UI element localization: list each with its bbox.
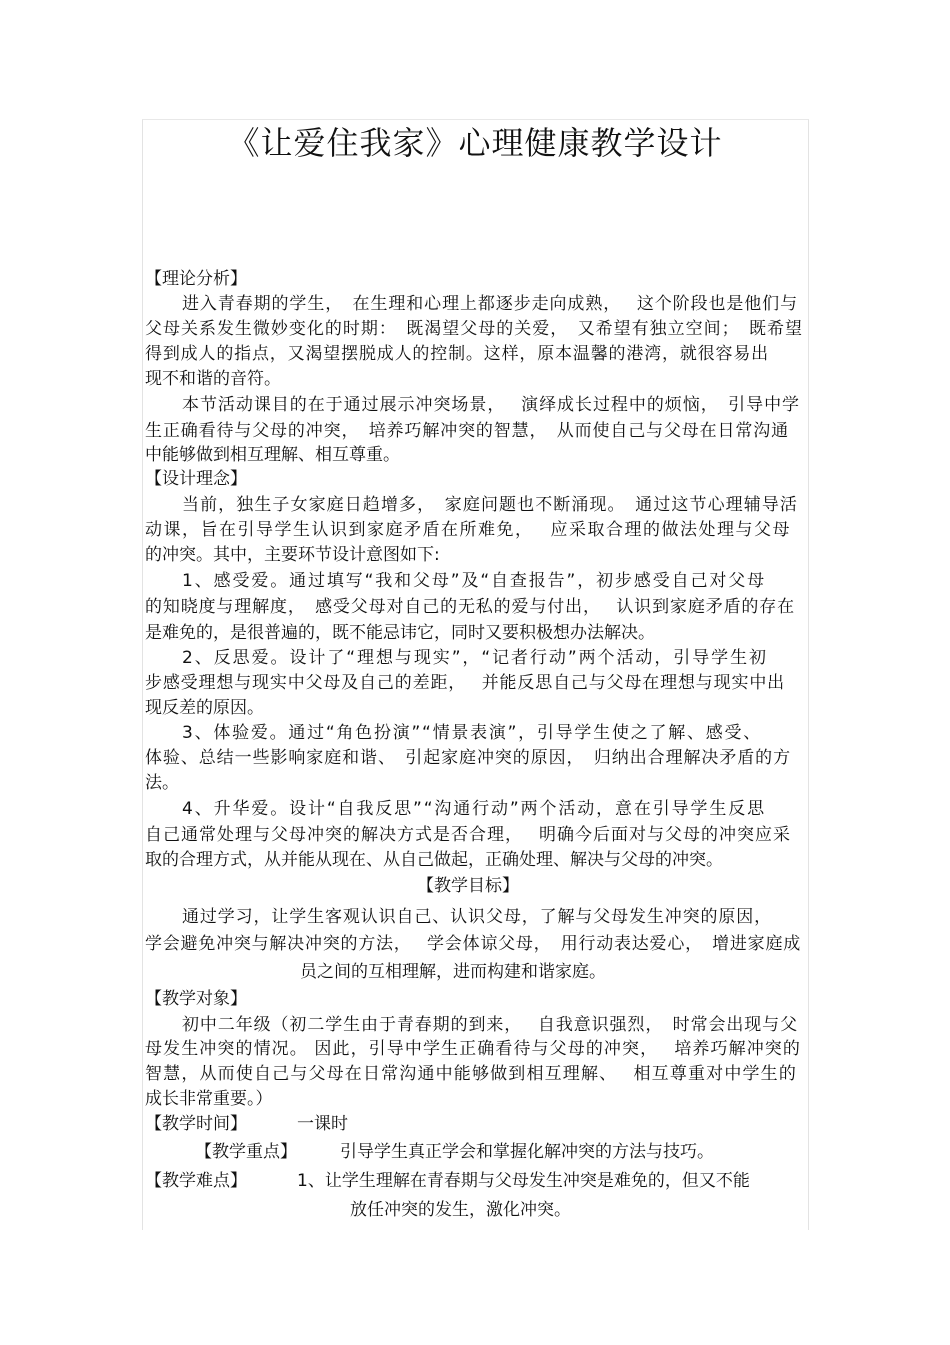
text-line: 初中二年级（初二学生由于青春期的到来， 自我意识强烈， 时常会出现与父 (182, 1015, 798, 1035)
teaching-difficulty-value: 1、让学生理解在青春期与父母发生冲突是难免的，但又不能 (297, 1171, 750, 1191)
text-line: 的知晓度与理解度， 感受父母对自己的无私的爱与付出， 认识到家庭矛盾的存在 (145, 597, 795, 617)
heading-teaching-goal: 【教学目标】 (417, 876, 519, 896)
text-line: 4、升华爱。设计“自我反思”“沟通行动”两个活动，意在引导学生反思 (182, 799, 766, 819)
text-line: 当前，独生子女家庭日趋增多， 家庭问题也不断涌现。 通过这节心理辅导活 (182, 495, 798, 515)
text-line: 母发生冲突的情况。 因此，引导中学生正确看待与父母的冲突， 培养巧解冲突的 (145, 1039, 801, 1059)
text-line: 步感受理想与现实中父母及自己的差距， 并能反思自己与父母在理想与现实中出 (145, 673, 785, 693)
text-line: 进入青春期的学生， 在生理和心理上都逐步走向成熟， 这个阶段也是他们与 (182, 294, 798, 314)
teaching-time-value: 一课时 (297, 1114, 348, 1134)
heading-theory: 【理论分析】 (145, 269, 247, 289)
document-title: 《让爱住我家》心理健康教学设计 (227, 124, 723, 162)
text-line: 取的合理方式，从并能从现在、从自己做起，正确处理、解决与父母的冲突。 (145, 850, 723, 870)
text-line: 父母关系发生微妙变化的时期： 既渴望父母的关爱， 又希望有独立空间； 既希望 (145, 319, 803, 339)
text-line: 是难免的，是很普遍的，既不能忌讳它，同时又要积极想办法解决。 (145, 623, 655, 643)
text-line: 1、感受爱。通过填写“我和父母”及“自查报告”，初步感受自己对父母 (182, 571, 766, 591)
text-line: 的冲突。其中，主要环节设计意图如下: (145, 545, 440, 565)
teaching-difficulty-value-cont: 放任冲突的发生，激化冲突。 (350, 1200, 571, 1220)
text-line: 法。 (145, 773, 179, 793)
text-line: 自己通常处理与父母冲突的解决方式是否合理， 明确今后面对与父母的冲突应采 (145, 825, 791, 845)
text-line: 本节活动课目的在于通过展示冲突场景， 演绎成长过程中的烦恼， 引导中学 (182, 395, 800, 415)
heading-design-concept: 【设计理念】 (145, 469, 247, 489)
teaching-focus-value: 引导学生真正学会和掌握化解冲突的方法与技巧。 (340, 1142, 714, 1162)
text-line: 2、反思爱。设计了“理想与现实”，“记者行动”两个活动，引导学生初 (182, 648, 768, 668)
text-line: 中能够做到相互理解、相互尊重。 (145, 445, 400, 465)
text-line: 成长非常重要。） (145, 1089, 273, 1109)
text-line: 生正确看待与父母的冲突， 培养巧解冲突的智慧， 从而使自己与父母在日常沟通 (145, 421, 789, 441)
text-line: 动课，旨在引导学生认识到家庭矛盾在所难免， 应采取合理的做法处理与父母 (145, 520, 791, 540)
heading-teaching-focus: 【教学重点】 (195, 1142, 297, 1162)
text-line: 通过学习，让学生客观认识自己、认识父母，了解与父母发生冲突的原因， (182, 907, 772, 927)
text-line: 员之间的互相理解，进而构建和谐家庭。 (300, 962, 606, 982)
text-line: 学会避免冲突与解决冲突的方法， 学会体谅父母， 用行动表达爱心， 增进家庭成 (145, 934, 801, 954)
heading-teaching-difficulty: 【教学难点】 (145, 1171, 247, 1191)
text-line: 现不和谐的音符。 (145, 369, 281, 389)
text-line: 智慧，从而使自己与父母在日常沟通中能够做到相互理解、 相互尊重对中学生的 (145, 1064, 797, 1084)
text-line: 体验、总结一些影响家庭和谐、 引起家庭冲突的原因， 归纳出合理解决矛盾的方 (145, 748, 791, 768)
text-line: 3、体验爱。通过“角色扮演”“情景表演”，引导学生使之了解、感受、 (182, 723, 762, 743)
heading-teaching-time: 【教学时间】 (145, 1114, 247, 1134)
heading-teaching-object: 【教学对象】 (145, 989, 247, 1009)
text-line: 得到成人的指点，又渴望摆脱成人的控制。这样，原本温馨的港湾，就很容易出 (145, 344, 769, 364)
text-line: 现反差的原因。 (145, 698, 264, 718)
